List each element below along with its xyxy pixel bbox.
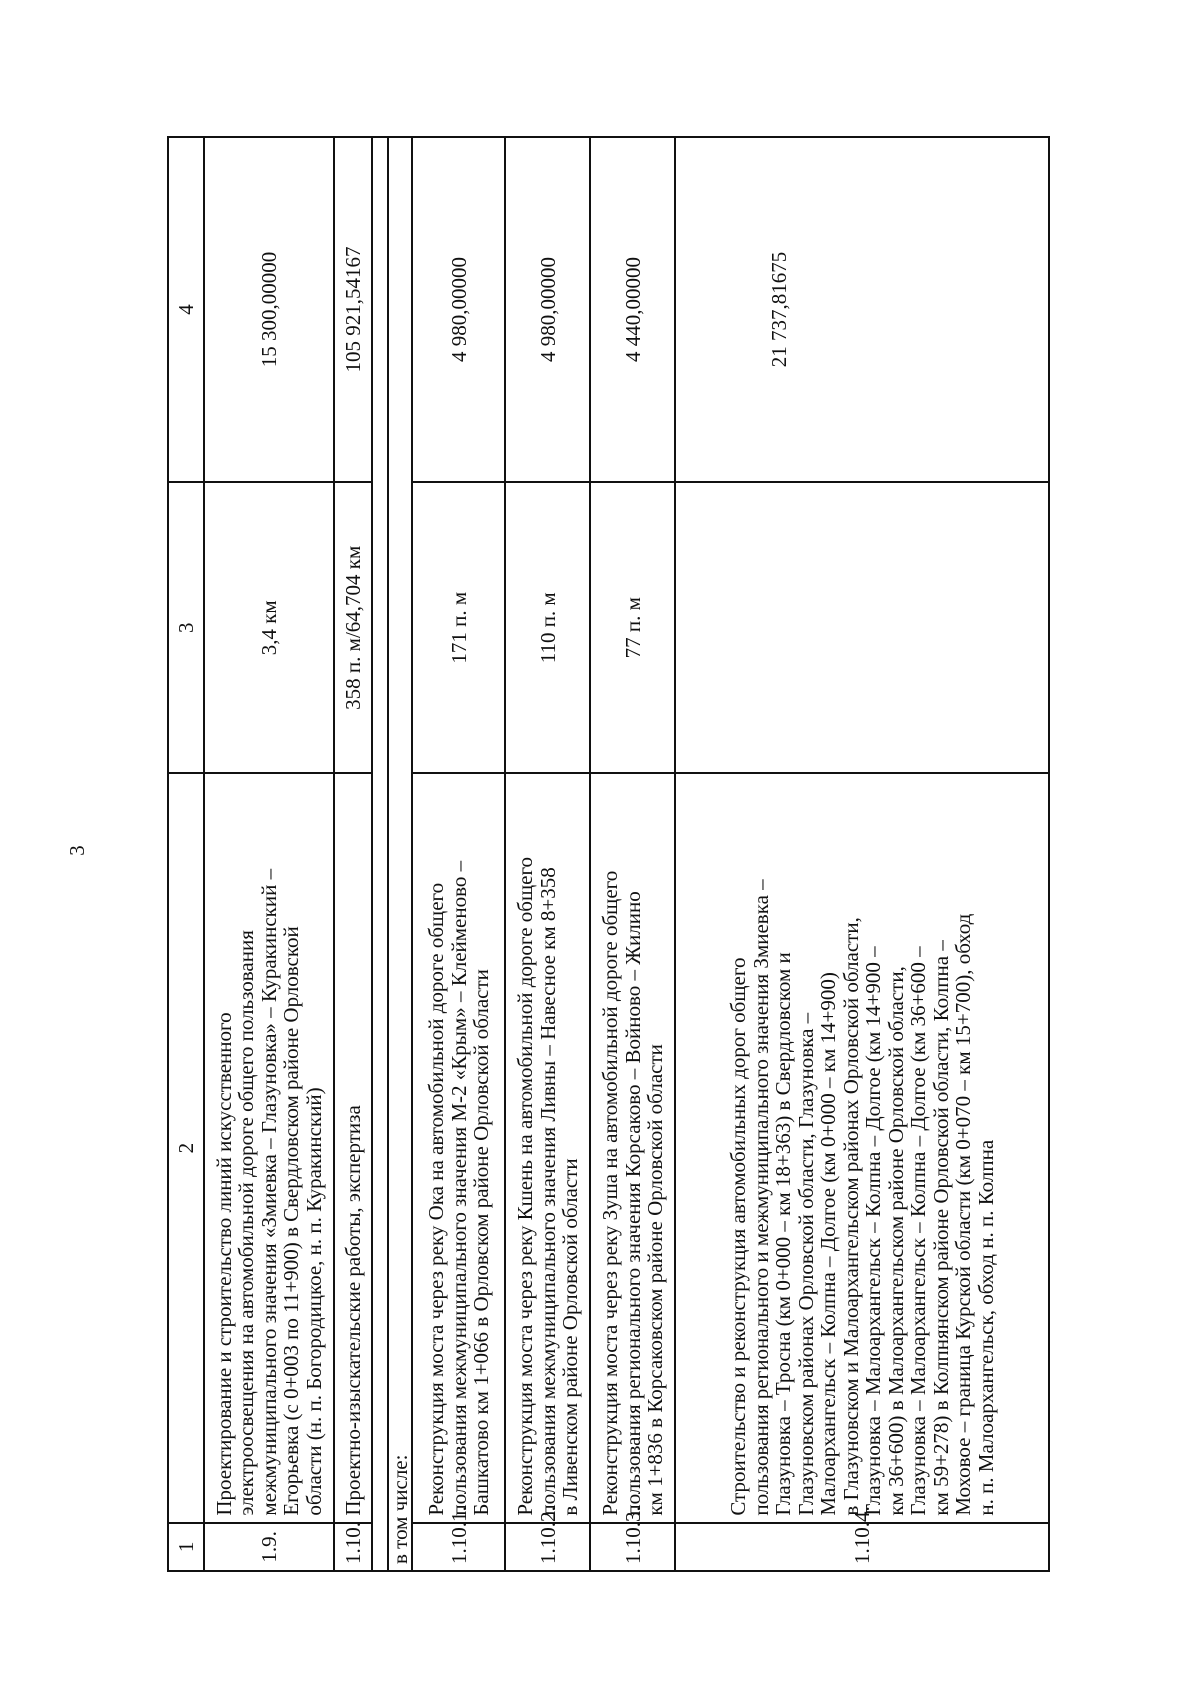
description-line: межмуниципального значения «Змиевка – Глазуновка» – Куракинский –	[256, 868, 281, 1516]
description-line: Проектно-изыскательские работы, экспертиза	[340, 1105, 365, 1516]
table-row	[204, 137, 334, 1571]
description-line: Реконструкция моста через реку Зуша на автомобильной дороге общего	[598, 870, 623, 1516]
description-line: Малоархангельск – Колпна – Долгое (км 0+000 – км 14+900)	[816, 972, 841, 1516]
description-line: в Ливенском районе Орловской области	[558, 1158, 583, 1516]
description-line: пользования межмуниципального значения М-2 «Крым» – Клейменово –	[446, 860, 471, 1516]
description-line: Глазуновском районах Орловской области, Глазуновка –	[793, 1012, 818, 1516]
header-col-1: 1	[168, 1523, 204, 1571]
row-amount: 4 980,00000	[505, 137, 590, 482]
row-description	[505, 773, 590, 1522]
description-line: Глазуновка – Малоархангельск – Колпна – Долгое (км 36+600 –	[906, 946, 931, 1516]
row-measure: 358 п. м/64,704 км	[334, 482, 372, 773]
row-number: 1.10.1.	[412, 1523, 505, 1571]
header-col-3: 3	[168, 482, 204, 773]
description-line: Глазуновка – Тросна (км 0+000 – км 18+363) в Свердловском и	[771, 952, 796, 1516]
row-amount: 21 737,81675	[675, 137, 1049, 482]
subheading: в том числе:	[388, 137, 412, 1571]
table-row	[412, 137, 505, 1571]
subheading-row	[388, 137, 412, 1571]
row-number: 1.9.	[204, 1523, 334, 1571]
row-spacer	[372, 137, 388, 1571]
description-line: пользования межмуниципального значения Ливны – Навесное км 8+358	[535, 867, 560, 1516]
budget-table-grid	[167, 136, 1050, 1572]
header-col-4: 4	[168, 137, 204, 482]
row-measure: 110 п. м	[505, 482, 590, 773]
row-amount: 15 300,00000	[204, 137, 334, 482]
description-line: Моховое – граница Курской области (км 0+070 – км 15+700), обход	[951, 913, 976, 1516]
page-number: 3	[64, 845, 89, 856]
description-line: н. п. Малоархангельск, обход н. п. Колпна	[973, 1139, 998, 1516]
row-description	[675, 773, 1049, 1522]
description-line: Глазуновка – Малоархангельск – Колпна – Долгое (км 14+900 –	[861, 946, 886, 1516]
row-measure: 3,4 км	[204, 482, 334, 773]
description-line: Реконструкция моста через реку Кшень на автомобильной дороге общего	[513, 856, 538, 1516]
description-line: км 59+278) в Колпнянском районе Орловской области, Колпна –	[928, 940, 953, 1516]
row-description	[334, 773, 372, 1522]
description-line: области (н. п. Богородицкое, н. п. Куракинский)	[301, 1087, 326, 1516]
row-description	[412, 773, 505, 1522]
row-amount: 4 980,00000	[412, 137, 505, 482]
row-number: 1.10.3.	[590, 1523, 675, 1571]
budget-table	[167, 136, 1050, 1572]
description-line: Башкатово км 1+066 в Орловском районе Орловской области	[469, 969, 494, 1516]
row-number: 1.10.2.	[505, 1523, 590, 1571]
row-measure: 77 п. м	[590, 482, 675, 773]
row-amount: 105 921,54167	[334, 137, 372, 482]
header-row	[168, 137, 204, 1571]
spacer-cell	[372, 137, 388, 1571]
row-description	[204, 773, 334, 1522]
description-line: Егорьевка (с 0+003 по 11+900) в Свердловском районе Орловской	[279, 926, 304, 1516]
description-line: км 36+600) в Малоархангельском районе Орловской области,	[883, 966, 908, 1516]
description-line: электроосвещения на автомобильной дороге общего пользования	[234, 930, 259, 1516]
row-measure: 171 п. м	[412, 482, 505, 773]
description-line: пользования регионального и межмуниципального значения Змиевка –	[748, 879, 773, 1516]
description-line: Реконструкция моста через реку Ока на автомобильной дороге общего	[424, 882, 449, 1516]
description-line: Строительство и реконструкция автомобильных дорог общего	[726, 957, 751, 1516]
description-line: Проектирование и строительство линий искусственного	[211, 1012, 236, 1516]
row-number: 1.10.	[334, 1523, 372, 1571]
row-description	[590, 773, 675, 1522]
table-row	[334, 137, 372, 1571]
row-measure	[675, 482, 1049, 773]
row-number: 1.10.4.	[675, 1523, 1049, 1571]
header-col-2: 2	[168, 773, 204, 1522]
description-line: пользования регионального значения Корсаково – Войново – Жилино	[620, 891, 645, 1516]
description-line: км 1+836 в Корсаковском районе Орловской области	[643, 1044, 668, 1516]
description-line: в Глазуновском и Малоархангельском районах Орловской области,	[838, 917, 863, 1516]
row-amount: 4 440,00000	[590, 137, 675, 482]
table-row	[590, 137, 675, 1571]
table-row	[675, 137, 1049, 1571]
table-row	[505, 137, 590, 1571]
